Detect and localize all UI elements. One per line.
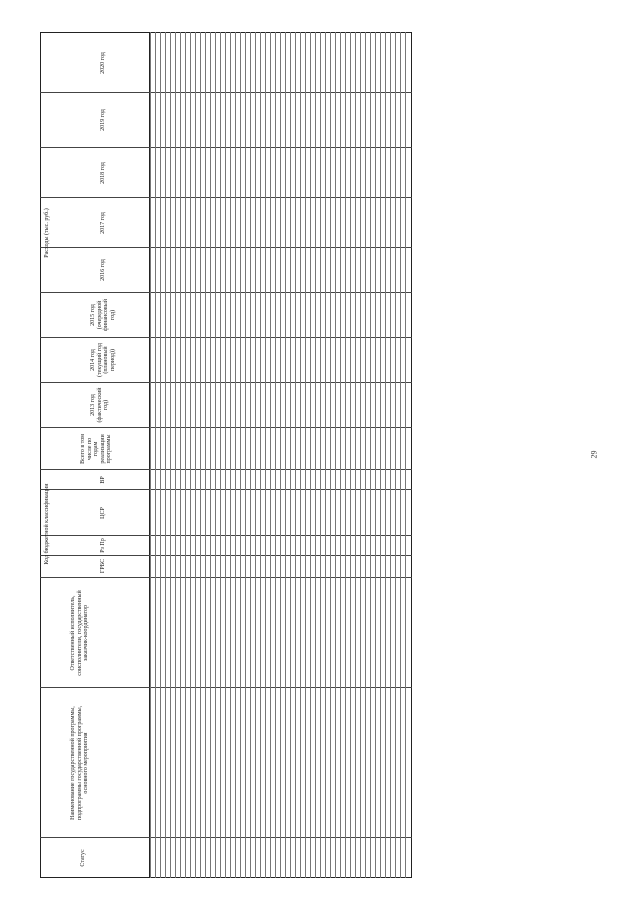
header-2019: 2019 год <box>100 109 106 131</box>
header-rzpr: Рз Пр <box>100 538 106 553</box>
header-2018: 2018 год <box>100 162 106 184</box>
table-row <box>365 32 366 878</box>
col-divider <box>40 382 412 383</box>
table-row <box>390 32 391 878</box>
header-2016: 2016 год <box>100 259 106 281</box>
table-row <box>240 32 241 878</box>
header-2017: 2017 год <box>100 212 106 234</box>
table-row <box>235 32 236 878</box>
header-vr: ВР <box>100 476 106 484</box>
header-grbs: ГРБС <box>100 558 106 574</box>
table-row <box>345 32 346 878</box>
table-row <box>310 32 311 878</box>
table-row <box>295 32 296 878</box>
table-row <box>205 32 206 878</box>
table-row <box>350 32 351 878</box>
col-divider <box>40 535 412 536</box>
col-divider <box>40 292 412 293</box>
table-row <box>215 32 216 878</box>
table-row <box>315 32 316 878</box>
col-divider <box>40 577 412 578</box>
table-row <box>220 32 221 878</box>
table-row <box>225 32 226 878</box>
header-2013: 2013 год (фактический год) <box>90 387 110 423</box>
table-row <box>325 32 326 878</box>
table-row <box>360 32 361 878</box>
table-row <box>375 32 376 878</box>
table-row <box>260 32 261 878</box>
col-divider <box>40 197 412 198</box>
table-row <box>405 32 406 878</box>
table-row <box>195 32 196 878</box>
col-divider <box>40 427 412 428</box>
table-row <box>320 32 321 878</box>
table-row <box>245 32 246 878</box>
header-status: Статус <box>80 849 86 867</box>
table-row <box>175 32 176 878</box>
header-program: Наименование государственной программы, подпрограммы государственной программы, основного мероприятия <box>70 705 90 821</box>
table-row <box>355 32 356 878</box>
col-divider <box>40 337 412 338</box>
col-divider <box>40 147 412 148</box>
table-row <box>160 32 161 878</box>
table-row <box>255 32 256 878</box>
table-row <box>200 32 201 878</box>
table-row <box>400 32 401 878</box>
table-row <box>185 32 186 878</box>
table-row <box>170 32 171 878</box>
col-divider <box>40 247 412 248</box>
col-divider <box>40 489 412 490</box>
table-row <box>230 32 231 878</box>
table-row <box>165 32 166 878</box>
table-row <box>190 32 191 878</box>
table-row <box>285 32 286 878</box>
header-csr: ЦСР <box>100 507 106 519</box>
header-2020: 2020 год <box>100 52 106 74</box>
header-codes: Код бюджетной классификации <box>44 483 50 565</box>
header-total: Всего в том числе по годам реализации программы <box>80 434 113 464</box>
table-row <box>290 32 291 878</box>
header-expenses: Расходы (тыс. руб.) <box>44 208 50 258</box>
table-row <box>180 32 181 878</box>
table-row <box>250 32 251 878</box>
page-number: 29 <box>589 450 599 459</box>
table-row <box>340 32 341 878</box>
col-divider <box>40 92 412 93</box>
col-divider <box>40 837 412 838</box>
table-row <box>270 32 271 878</box>
table-row <box>300 32 301 878</box>
table-row <box>265 32 266 878</box>
table-row <box>330 32 331 878</box>
table-row <box>385 32 386 878</box>
table-row <box>155 32 156 878</box>
table-row <box>370 32 371 878</box>
table-row <box>280 32 281 878</box>
col-divider <box>40 687 412 688</box>
table-row <box>275 32 276 878</box>
table-row <box>395 32 396 878</box>
header-executor: Ответственный исполнитель, соисполнители, государственный заказчик-координатор <box>70 590 90 676</box>
table-row <box>150 32 151 878</box>
rotated-table <box>40 32 412 878</box>
table-row <box>335 32 336 878</box>
table-row <box>305 32 306 878</box>
header-2015: 2015 год (очередной финансовый год) <box>90 299 116 331</box>
header-2014: 2014 год (текущий год (плановый период)) <box>90 343 116 377</box>
col-divider <box>40 555 412 556</box>
col-divider <box>40 469 412 470</box>
table-row <box>380 32 381 878</box>
table-row <box>210 32 211 878</box>
